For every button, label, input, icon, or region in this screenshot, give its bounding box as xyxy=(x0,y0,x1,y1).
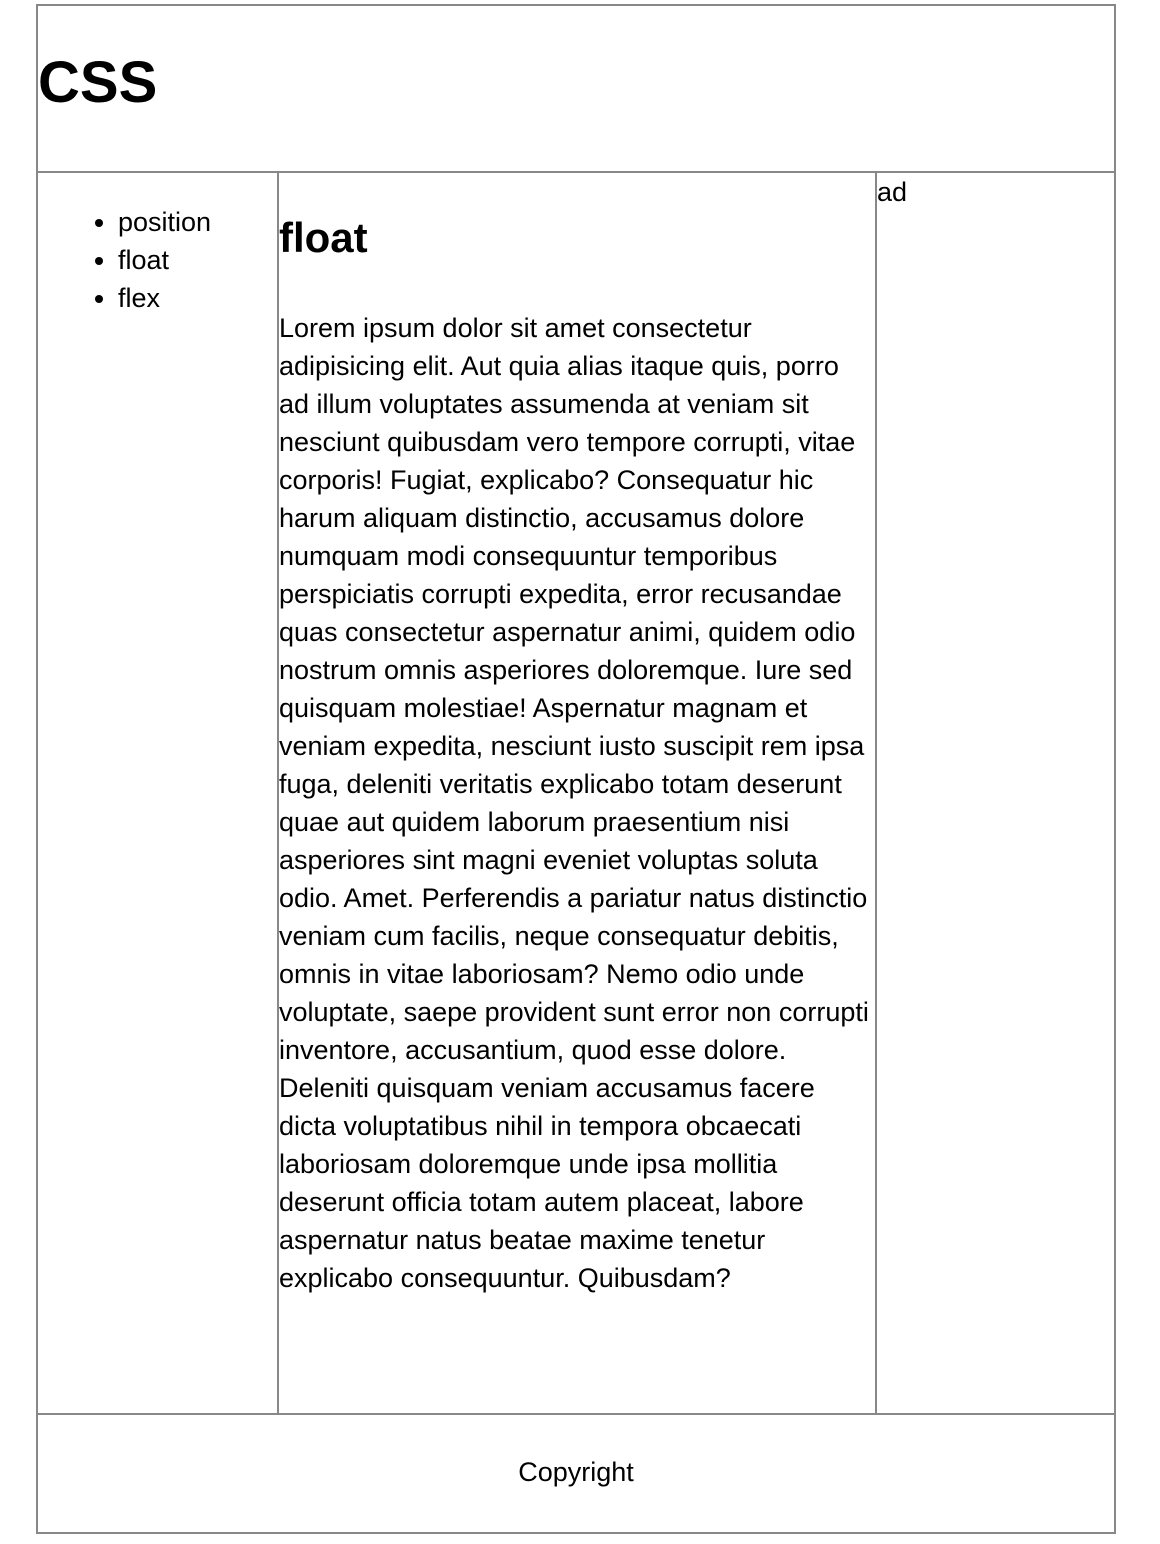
footer xyxy=(38,1413,1114,1534)
nav-item-float[interactable]: • float xyxy=(118,241,211,279)
page-container xyxy=(36,4,1116,1534)
nav-item-flex[interactable]: • flex xyxy=(118,279,211,317)
article-heading: float xyxy=(279,214,368,261)
nav-item-position[interactable]: • position xyxy=(118,203,211,241)
page-title: CSS xyxy=(38,50,158,115)
nav-list xyxy=(38,203,211,317)
copyright-text: Copyright xyxy=(518,1457,634,1487)
article-body: Lorem ipsum dolor sit amet consectetur adipisicing elit. Aut quia alias itaque quis, porro ad illum voluptates assumenda at veniam sit nesciunt quibusdam vero tempore corrupti, vitae corporis! Fugiat, explicabo? Consequatur hic harum aliquam distinctio, accusamus dolore numquam modi consequuntur temporibus perspiciatis corrupti expedita, error recusandae quas consectetur aspernatur animi, quidem odio nostrum omnis asperiores doloremque. Iure sed quisquam molestiae! Aspernatur magnam et veniam expedita, nesciunt iusto suscipit rem ipsa fuga, deleniti veritatis explicabo totam deserunt quae aut quidem laborum praesentium nisi asperiores sint magni eveniet voluptas soluta odio. Amet. Perferendis a pariatur natus distinctio veniam cum facilis, neque consequatur debitis, omnis in vitae laboriosam? Nemo odio unde voluptate, saepe provident sunt error non corrupti inventore, accusantium, quod esse dolore. Deleniti quisquam veniam accusamus facere dicta voluptatibus nihil in tempora obcaecati laboriosam doloremque unde ipsa mollitia deserunt officia totam autem placeat, labore aspernatur natus beatae maxime tenetur explicabo consequuntur. Quibusdam? xyxy=(279,313,869,1293)
sidebar-nav xyxy=(38,173,279,1413)
main-content xyxy=(279,173,877,1413)
ad-sidebar: ad xyxy=(877,177,908,207)
header xyxy=(38,6,1114,173)
